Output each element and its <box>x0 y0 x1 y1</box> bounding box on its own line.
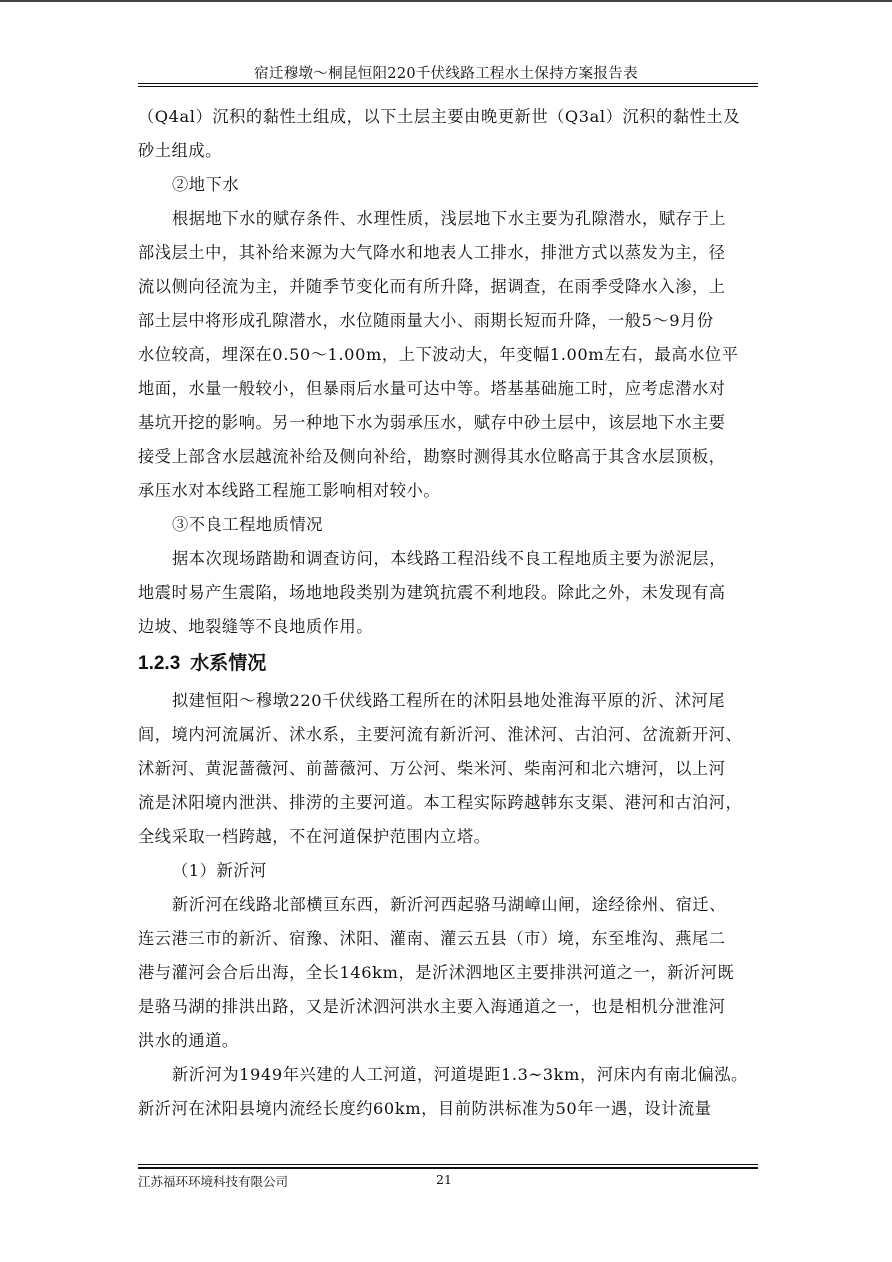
body-line: （Q4al）沉积的黏性土组成，以下土层主要由晚更新世（Q3al）沉积的黏性土及 <box>138 107 741 126</box>
section-heading <box>138 644 758 684</box>
body-line: 港与灌河会合后出海，全长146km，是沂沭泗地区主要排洪河道之一，新沂河既 <box>138 963 735 982</box>
body-line: 地震时易产生震陷，场地地段类别为建筑抗震不利地段。除此之外，未发现有高 <box>138 583 726 602</box>
footer-rule-thick <box>138 1167 758 1169</box>
page-number: 21 <box>436 1172 452 1187</box>
footer-rule-thin <box>138 1164 758 1165</box>
body-line: 闾，境内河流属沂、沭水系，主要河流有新沂河、淮沭河、古泊河、岔流新开河、 <box>138 725 743 744</box>
section-title: 水系情况 <box>190 653 267 674</box>
body-line: 全线采取一档跨越，不在河道保护范围内立塔。 <box>138 827 491 846</box>
body-line: 砂土组成。 <box>138 141 222 160</box>
header-rule-thick <box>138 86 758 87</box>
body-line: 基坑开挖的影响。另一种地下水为弱承压水，赋存中砂土层中，该层地下水主要 <box>138 413 726 432</box>
body-line: 根据地下水的赋存条件、水理性质，浅层地下水主要为孔隙潜水，赋存于上 <box>172 209 726 228</box>
header-rule-thin <box>138 83 758 84</box>
body-line: 新沂河在沭阳县境内流经长度约60km，目前防洪标准为50年一遇，设计流量 <box>138 1099 712 1118</box>
body-line: 部土层中将形成孔隙潜水，水位随雨量大小、雨期长短而升降，一般5～9月份 <box>138 311 714 330</box>
page-header-title: 宿迁穆墩～桐昆恒阳220千伏线路工程水土保持方案报告表 <box>254 66 638 82</box>
body-line: 水位较高，埋深在0.50～1.00m，上下波动大，年变幅1.00m左右，最高水位平 <box>138 345 739 364</box>
body-line: 新沂河在线路北部横亘东西，新沂河西起骆马湖嶂山闸，途经徐州、宿迁、 <box>172 895 726 914</box>
body-line: 是骆马湖的排洪出路，又是沂沭泗河洪水主要入海通道之一，也是相机分泄淮河 <box>138 997 726 1016</box>
body-line: 地面，水量一般较小，但暴雨后水量可达中等。塔基基础施工时，应考虑潜水对 <box>138 379 726 398</box>
body-line: 边坡、地裂缝等不良地质作用。 <box>138 617 374 636</box>
section-number: 1.2.3 <box>138 653 181 674</box>
footer-company: 江苏福环环境科技有限公司 <box>138 1174 289 1189</box>
subheading-adverse-geology: ③不良工程地质情况 <box>172 515 324 534</box>
body-line: 流是沭阳境内泄洪、排涝的主要河道。本工程实际跨越韩东支渠、港河和古泊河， <box>138 793 743 812</box>
body-line: 连云港三市的新沂、宿豫、沭阳、灌南、灌云五县（市）境，东至堆沟、燕尾二 <box>138 929 726 948</box>
body-line: 沭新河、黄泥蔷薇河、前蔷薇河、万公河、柴米河、柴南河和北六塘河，以上河 <box>138 759 726 778</box>
body-line: 新沂河为1949年兴建的人工河道，河道堤距1.3~3km，河床内有南北偏泓。 <box>172 1065 748 1084</box>
body-line: 接受上部含水层越流补给及侧向补给，勘察时测得其水位略高于其含水层顶板， <box>138 447 726 466</box>
body-line: 据本次现场踏勘和调查访问，本线路工程沿线不良工程地质主要为淤泥层， <box>172 549 726 568</box>
document-body <box>138 100 758 1126</box>
body-line: 拟建恒阳～穆墩220千伏线路工程所在的沭阳县地处淮海平原的沂、沭河尾 <box>172 691 726 710</box>
top-border-rule <box>0 0 892 2</box>
subheading-xinyi-river: （1）新沂河 <box>172 861 267 880</box>
body-line: 洪水的通道。 <box>138 1031 239 1050</box>
subheading-groundwater: ②地下水 <box>172 175 240 194</box>
body-line: 承压水对本线路工程施工影响相对较小。 <box>138 481 441 500</box>
body-line: 部浅层土中，其补给来源为大气降水和地表人工排水，排泄方式以蒸发为主，径 <box>138 243 726 262</box>
body-line: 流以侧向径流为主，并随季节变化而有所升降，据调查，在雨季受降水入渗，上 <box>138 277 726 296</box>
